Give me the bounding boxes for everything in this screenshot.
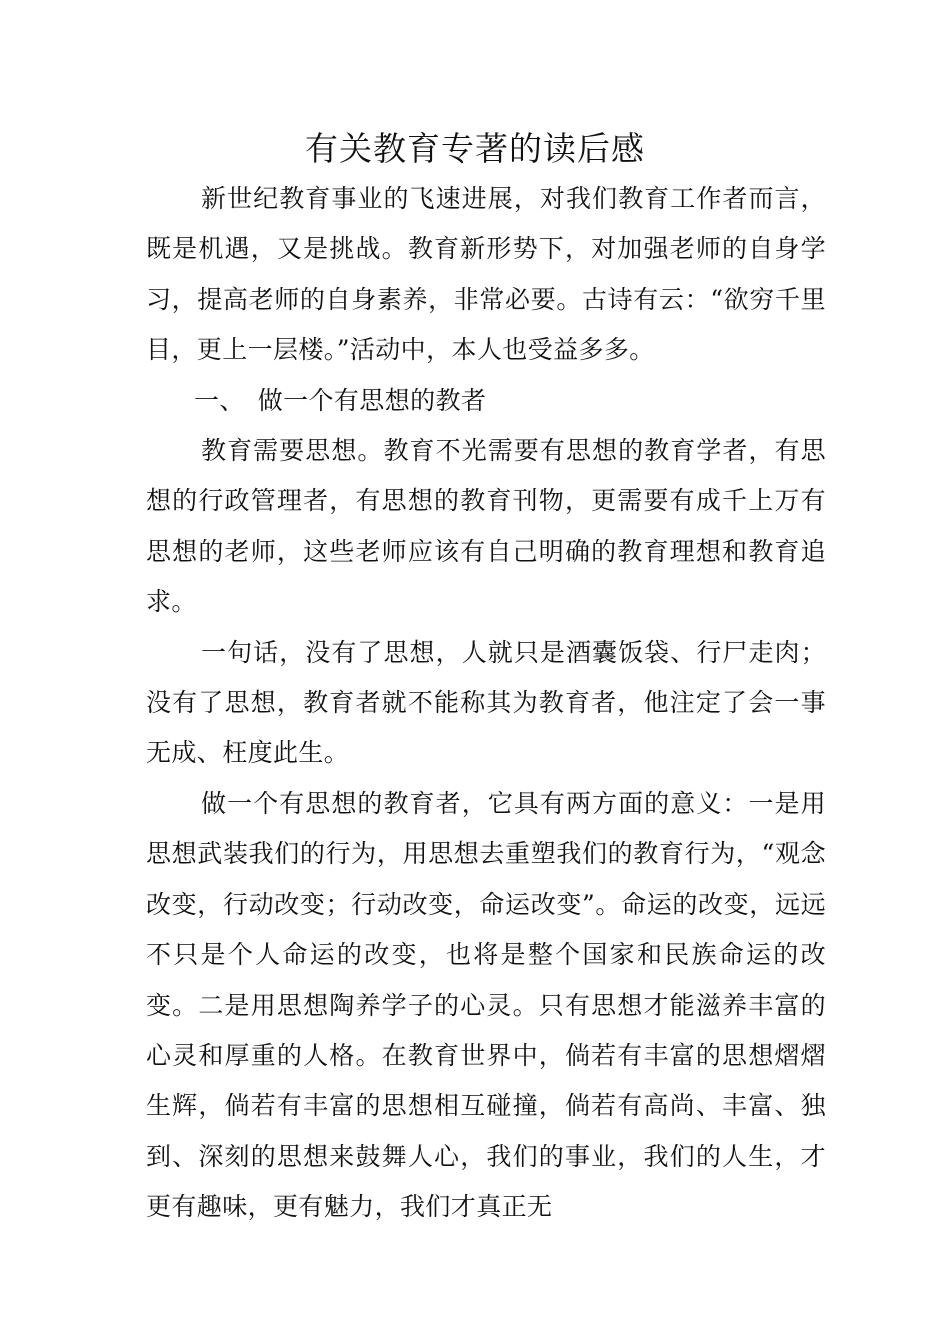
document-title: 有关教育专著的读后感 <box>305 129 645 168</box>
document-body <box>146 174 826 1233</box>
paragraph-without-thought: 一句话，没有了思想，人就只是酒囊饭袋、行尸走肉；没有了思想，教育者就不能称其为教育者，他注定了会一事无成、枉度此生。 <box>146 637 826 768</box>
paragraph-intro: 新世纪教育事业的飞速进展，对我们教育工作者而言，既是机遇，又是挑战。教育新形势下，对加强老师的自身学习，提高老师的自身素养，非常必要。古诗有云：“欲穷千里目，更上一层楼。”活动中，本人也受益多多。 <box>146 184 826 365</box>
paragraph-thought-need: 教育需要思想。教育不光需要有思想的教育学者，有思想的行政管理者，有思想的教育刊物，更需要有成千上万有思想的老师，这些老师应该有自己明确的教育理想和教育追求。 <box>146 436 826 617</box>
section-heading-1: 一、 做一个有思想的教者 <box>194 385 487 415</box>
paragraph-two-meanings: 做一个有思想的教育者，它具有两方面的意义：一是用思想武装我们的行为，用思想去重塑我们的教育行为，“观念改变，行动改变；行动改变，命运改变”。命运的改变，远远不只是个人命运的改变，也将是整个国家和民族命运的改变。二是用思想陶养学子的心灵。只有思想才能滋养丰富的心灵和厚重的人格。在教育世界中，倘若有丰富的思想熠熠生辉，倘若有丰富的思想相互碰撞，倘若有高尚、丰富、独到、深刻的思想来鼓舞人心，我们的事业，我们的人生，才更有趣味，更有魅力，我们才真正无 <box>146 788 826 1222</box>
